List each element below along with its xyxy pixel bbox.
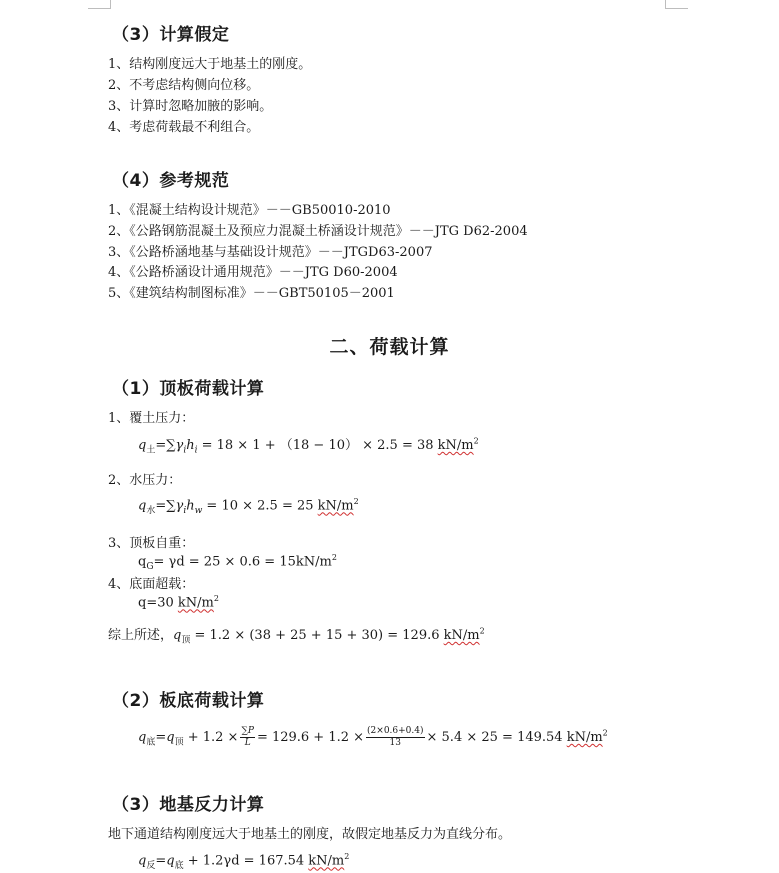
equation-water-pressure: $q_水=\sum\gamma_ih_w = 10 \times 2.5 = 25$ $kN/m^2$	[138, 497, 359, 516]
equation-bottom-load: $q_底=q_顶 + 1.2$ × $\frac{\sum P}{L}$ = 129.6 + 1.2 × $\frac{(2\times 0.6+0.4)}{13}$ × 5.4 × 25 = 149.54 $kN/m^2$	[138, 726, 608, 748]
page-corner-mark-left	[88, 0, 111, 9]
reference-item-4: 4、《公路桥涵设计通用规范》－－JTG D60-2004	[108, 265, 398, 280]
section-heading-references: （4）参考规范	[112, 171, 230, 191]
section-heading-bottom-load: （2）板底荷载计算	[112, 691, 265, 711]
assumption-item-4: 4、考虑荷载最不利组合。	[108, 120, 260, 135]
item-surcharge-label: 4、底面超载：	[108, 577, 195, 592]
section-heading-foundation-reaction: （3）地基反力计算	[112, 795, 265, 815]
assumption-item-3: 3、计算时忽略加腋的影响。	[108, 99, 273, 114]
fraction-load-per-length: $\frac{\sum P}{L}$	[241, 726, 254, 748]
equation-foundation-reaction: $q_反=q_底 + 1.2\gamma d = 167.54$ $kN/m^2$	[138, 852, 350, 871]
page-corner-mark-right	[665, 0, 688, 9]
reference-item-1: 1、《混凝土结构设计规范》－－GB50010-2010	[108, 203, 391, 218]
assumption-item-1: 1、结构刚度远大于地基土的刚度。	[108, 57, 312, 72]
reference-item-5: 5、《建筑结构制图标准》－－GBT50105－2001	[108, 286, 395, 301]
reaction-description: 地下通道结构刚度远大于地基土的刚度，故假定地基反力为直线分布。	[108, 827, 512, 842]
assumption-item-2: 2、不考虑结构侧向位移。	[108, 78, 260, 93]
equation-surcharge: q=30 $kN/m^2$	[138, 594, 219, 611]
item-water-pressure-label: 2、水压力：	[108, 473, 182, 488]
section-heading-assumptions: （3）计算假定	[112, 25, 230, 45]
reference-item-2: 2、《公路钢筋混凝土及预应力混凝土桥涵设计规范》－－JTG D62-2004	[108, 224, 528, 239]
section-heading-roof-load: （1）顶板荷载计算	[112, 379, 265, 399]
fraction-thickness: $\frac{(2\times 0.6+0.4)}{13}$	[367, 726, 424, 748]
item-self-weight-label: 3、顶板自重：	[108, 536, 195, 551]
equation-soil-pressure: $q_土=\sum\gamma_ih_i = 18 \times 1 + (18 - 10) \times 2.5 = 38$ $kN/m^2$	[138, 436, 479, 456]
equation-self-weight: $q_G= \gamma d = 25 \times 0.6 = 15kN/m^2$	[138, 553, 337, 572]
chapter-title: 二、荷载计算	[329, 336, 450, 358]
summary-roof-load: 综上所述，$q_顶 = 1.2 \times (38 + 25 + 15 + 30) = 129.6$ $kN/m^2$	[108, 626, 485, 646]
item-soil-pressure-label: 1、覆土压力：	[108, 411, 195, 426]
reference-item-3: 3、《公路桥涵地基与基础设计规范》－－JTGD63-2007	[108, 245, 433, 260]
